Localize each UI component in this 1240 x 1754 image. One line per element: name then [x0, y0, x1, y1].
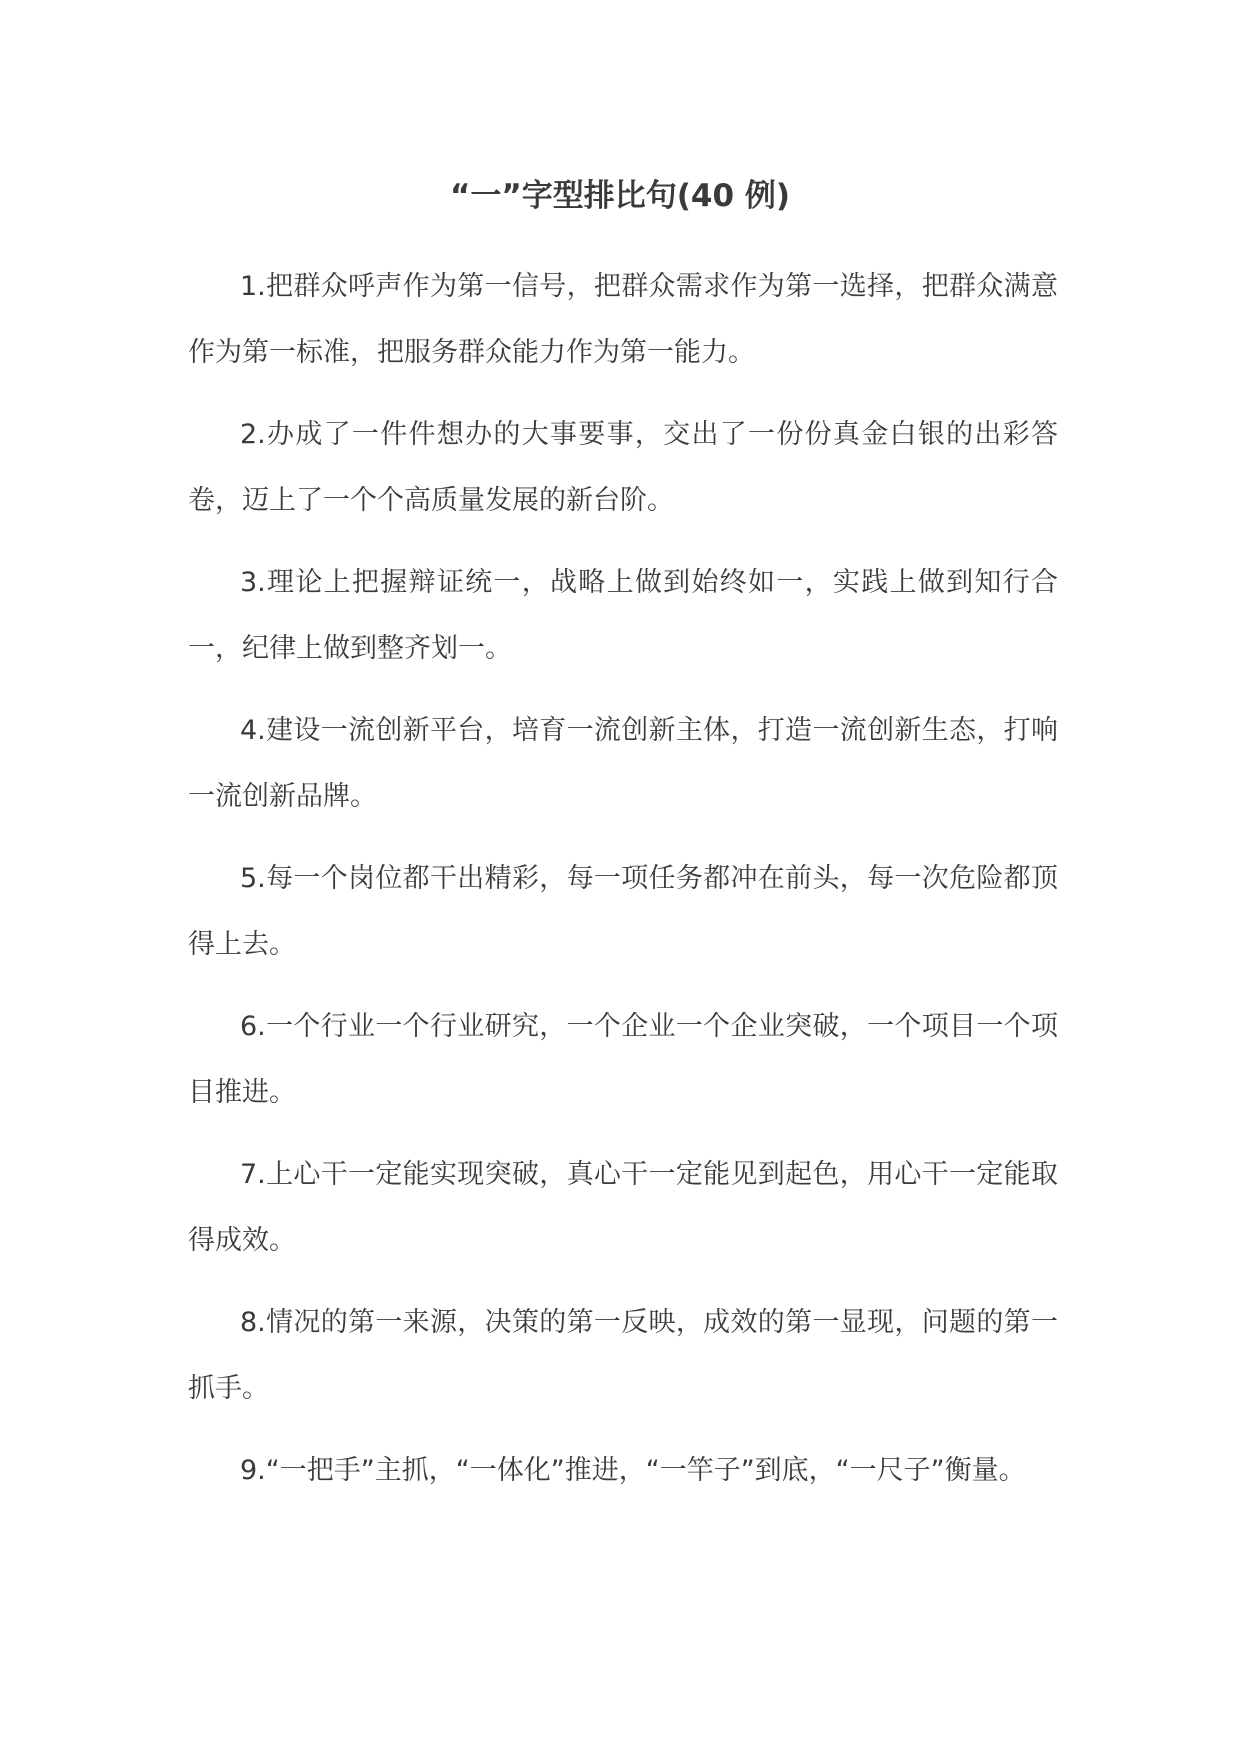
paragraph-1: 1.把群众呼声作为第一信号，把群众需求作为第一选择，把群众满意作为第一标准，把服务群众能力作为第一能力。 — [188, 271, 1058, 368]
paragraph-5: 5.每一个岗位都干出精彩，每一项任务都冲在前头，每一次危险都顶得上去。 — [188, 863, 1058, 960]
paragraph-2: 2.办成了一件件想办的大事要事，交出了一份份真金白银的出彩答卷，迈上了一个个高质量发展的新台阶。 — [188, 419, 1058, 516]
paragraph-6: 6.一个行业一个行业研究，一个企业一个企业突破，一个项目一个项目推进。 — [188, 1011, 1058, 1108]
document-body — [188, 254, 1058, 1520]
paragraph-4: 4.建设一流创新平台，培育一流创新主体，打造一流创新生态，打响一流创新品牌。 — [188, 715, 1058, 812]
paragraph-9: 9.“一把手”主抓，“一体化”推进，“一竿子”到底，“一尺子”衡量。 — [240, 1455, 1026, 1486]
paragraph-8: 8.情况的第一来源，决策的第一反映，成效的第一显现，问题的第一抓手。 — [188, 1307, 1058, 1404]
paragraph-7: 7.上心干一定能实现突破，真心干一定能见到起色，用心干一定能取得成效。 — [188, 1159, 1058, 1256]
document-title: “一”字型排比句(40 例) — [449, 178, 790, 214]
paragraph-3: 3.理论上把握辩证统一，战略上做到始终如一，实践上做到知行合一，纪律上做到整齐划一。 — [188, 567, 1058, 664]
